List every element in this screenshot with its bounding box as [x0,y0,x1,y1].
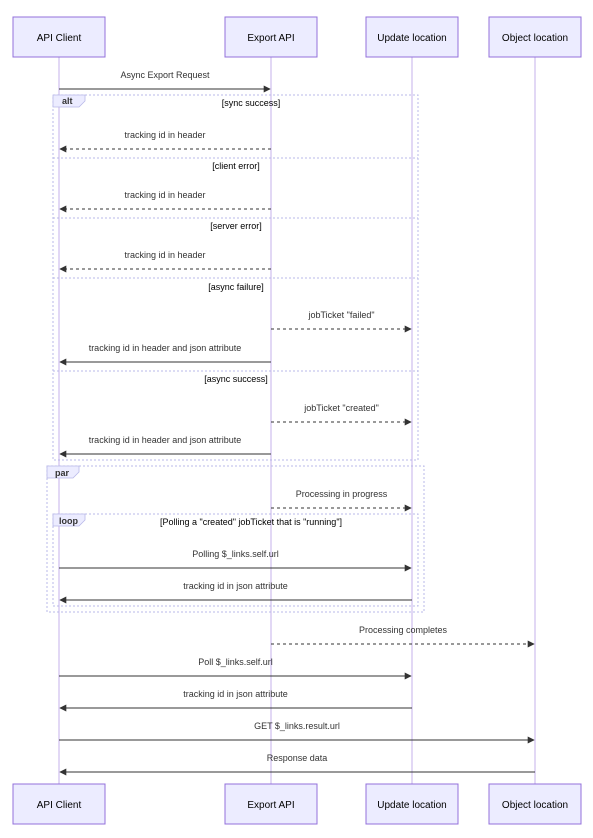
message-label: Polling $_links.self.url [192,549,279,559]
participants-top [13,17,581,57]
message-label: GET $_links.result.url [254,721,340,731]
participant-label-update-location: Update location [377,800,447,811]
participant-label-api-client: API Client [36,33,82,44]
message-label: tracking id in header [124,250,206,260]
alt-guard-async-failure: [async failure] [208,282,264,292]
participant-label-export-api: Export API [247,800,295,811]
lifelines [59,57,535,784]
message-label: tracking id in json attribute [183,689,288,699]
loop-frame-label: loop [59,516,78,526]
message-label: Response data [266,753,328,763]
loop-frame [53,514,418,606]
message-label: Processing in progress [295,489,388,499]
message-label: tracking id in json attribute [183,581,288,591]
participant-label-object-location: Object location [501,800,569,811]
alt-guard-server-error: [server error] [210,221,262,231]
participant-label-object-location: Object location [501,33,569,44]
par-frame-label: par [55,468,70,478]
loop-guard: [Polling a "created" jobTicket that is "running"] [159,517,343,527]
message-label: tracking id in header and json attribute [88,343,242,353]
message-label: tracking id in header [124,190,206,200]
message-label: Processing completes [358,625,448,635]
alt-frame-label: alt [62,96,73,106]
alt-guard-client-error: [client error] [212,161,260,171]
message-label: tracking id in header and json attribute [88,435,242,445]
alt-guard-sync-success: [sync success] [221,98,281,108]
message-label: Async Export Request [120,70,210,80]
participant-label-api-client: API Client [36,800,82,811]
message-label: tracking id in header [124,130,206,140]
message-label: jobTicket "failed" [308,310,375,320]
message-label: Poll $_links.self.url [198,657,273,667]
messages [59,70,535,772]
participants-bottom [13,784,581,824]
participant-label-export-api: Export API [247,33,295,44]
alt-guard-async-success: [async success] [204,374,268,384]
participant-label-update-location: Update location [377,33,447,44]
message-label: jobTicket "created" [304,403,379,413]
